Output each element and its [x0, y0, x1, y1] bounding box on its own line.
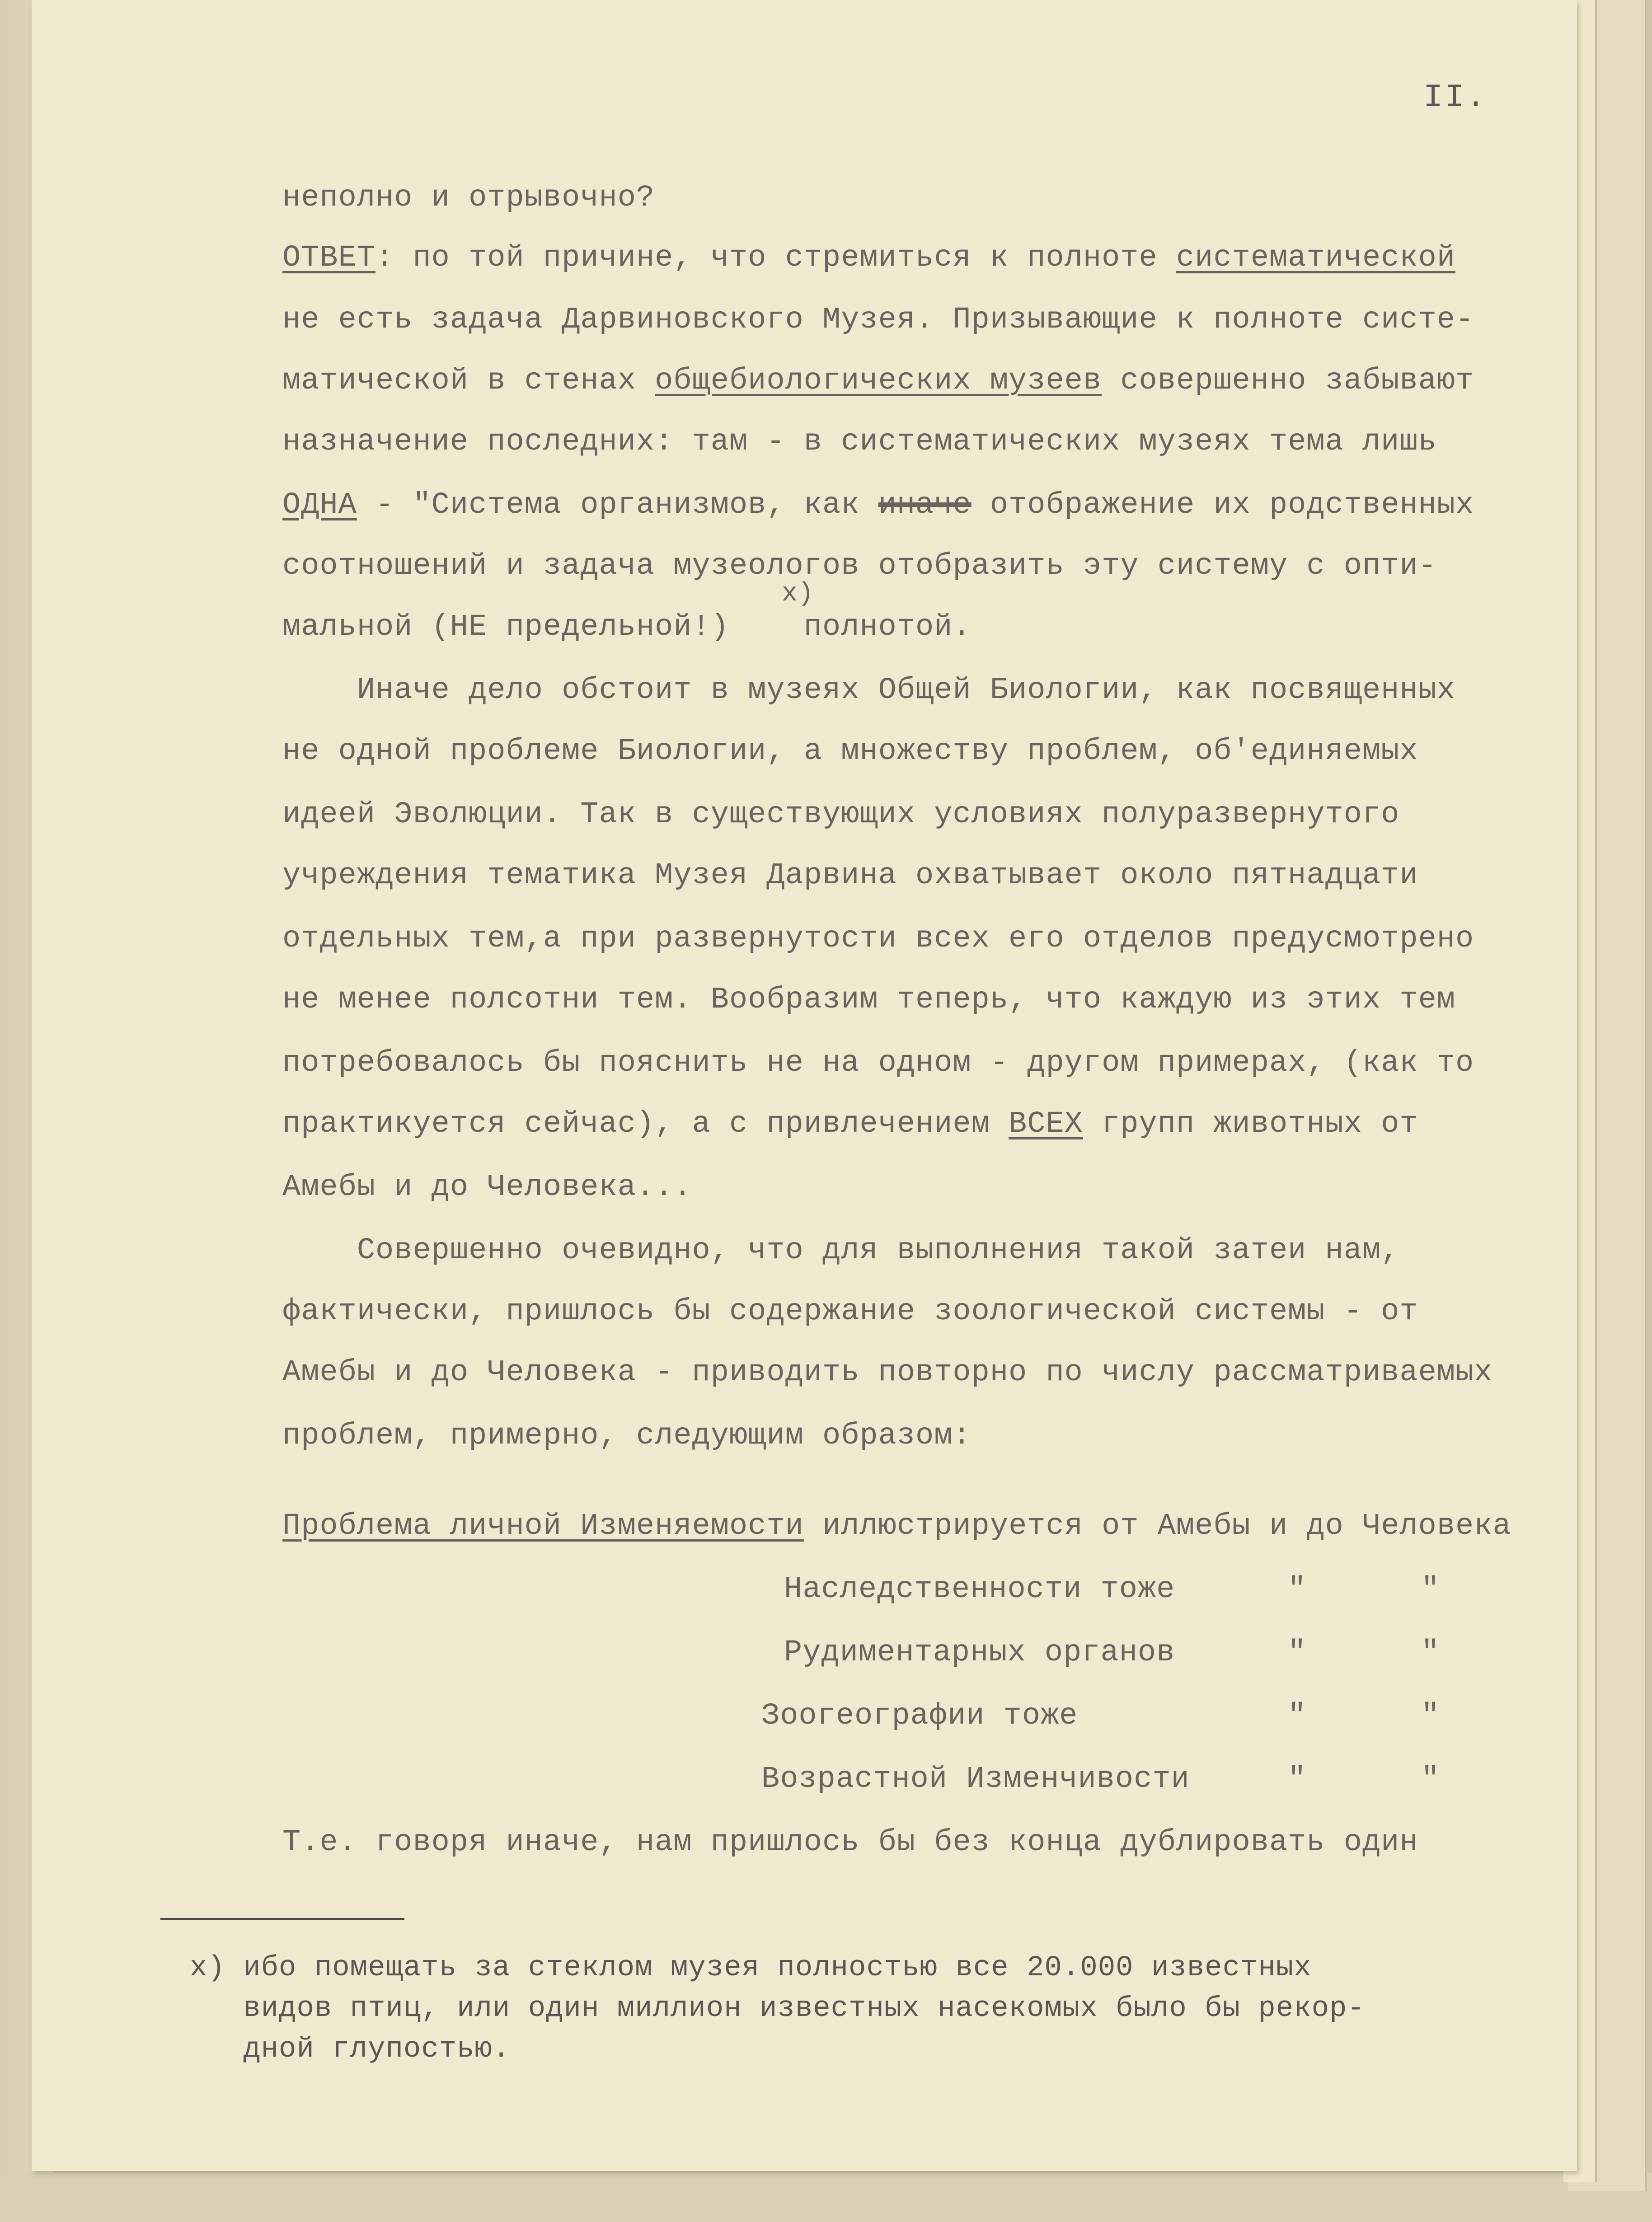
ditto-mark: " [1288, 1636, 1307, 1670]
ditto-mark: " [1288, 1699, 1307, 1733]
text-line: Амебы и до Человека - приводить повторно по числу рассматриваемых [282, 1355, 1493, 1390]
text-line: не есть задача Дарвиновского Музея. Призывающие к полноте систе- [282, 303, 1474, 337]
text-line: фактически, пришлось бы содержание зоологической системы - от [282, 1294, 1418, 1329]
answer-label: ОТВЕТ [282, 241, 376, 275]
text-line: отдельных тем,а при развернутости всех его отделов предусмотрено [282, 922, 1474, 956]
text-line: Амебы и до Человека... [282, 1170, 692, 1205]
ditto-mark: " [1421, 1636, 1440, 1670]
footnote-line: дной глупостью. [190, 2033, 511, 2066]
list-item: Зоогеографии тоже [761, 1699, 1078, 1733]
text-line: Проблема личной Изменяемости иллюстрируется от Амебы и до Человека [282, 1509, 1511, 1543]
text-line: неполно и отрывочно? [282, 181, 655, 215]
text-line: мальной (НЕ предельной!) полнотой. [282, 610, 971, 644]
text-line: Иначе дело обстоит в музеях Общей Биологии, как посвященных [282, 673, 1456, 708]
text-line: ОТВЕТ: по той причине, что стремиться к полноте систематической [282, 241, 1456, 275]
footnote-marker: x) [782, 579, 814, 609]
background-bottom [0, 2173, 1652, 2222]
footnote-line: видов птиц, или один миллион известных насекомых было бы рекор- [190, 1992, 1365, 2025]
body-text [282, 181, 1615, 1860]
text-line: практикуется сейчас), а с привлечением ВСЕХ групп животных от [282, 1107, 1418, 1141]
text-line: матической в стенах общебиологических музеев совершенно забывают [282, 364, 1474, 398]
text-line: потребовалось бы пояснить не на одном - другом примерах, (как то [282, 1046, 1474, 1080]
text-line: ОДНА - "Система организмов, как иначе отображение их родственных [282, 488, 1474, 522]
text-line: проблем, примерно, следующим образом: [282, 1419, 971, 1453]
ditto-mark: " [1288, 1762, 1307, 1796]
text-line: не одной проблеме Биологии, а множеству проблем, об'единяемых [282, 734, 1418, 769]
text-line: идеей Эволюции. Так в существующих условиях полуразвернутого [282, 797, 1400, 832]
text-line: соотношений и задача музеологов отобразить эту систему с опти- [282, 549, 1437, 583]
ditto-mark: " [1421, 1699, 1440, 1733]
footnote-divider [160, 1918, 404, 1920]
text-line: Т.е. говоря иначе, нам пришлось бы без конца дублировать один [282, 1825, 1418, 1860]
page-number: II. [1423, 79, 1488, 116]
ditto-mark: " [1421, 1762, 1440, 1796]
text-line: не менее полсотни тем. Вообразим теперь, что каждую из этих тем [282, 983, 1456, 1017]
ditto-mark: " [1288, 1572, 1307, 1607]
list-item: Наследственности тоже [784, 1572, 1175, 1607]
ditto-mark: " [1421, 1572, 1440, 1607]
typewritten-page [32, 0, 1577, 2171]
text-line: учреждения тематика Музея Дарвина охватывает около пятнадцати [282, 858, 1418, 893]
list-item: Рудиментарных органов [784, 1636, 1175, 1670]
list-item: Возрастной Изменчивости [761, 1762, 1190, 1796]
text-line: Совершенно очевидно, что для выполнения такой затеи нам, [282, 1233, 1400, 1268]
struck-word: иначе [878, 488, 971, 522]
text-line: назначение последних: там - в систематических музеях тема лишь [282, 425, 1437, 459]
footnote-line: x) ибо помещать за стеклом музея полностью все 20.000 известных [190, 1952, 1312, 1984]
